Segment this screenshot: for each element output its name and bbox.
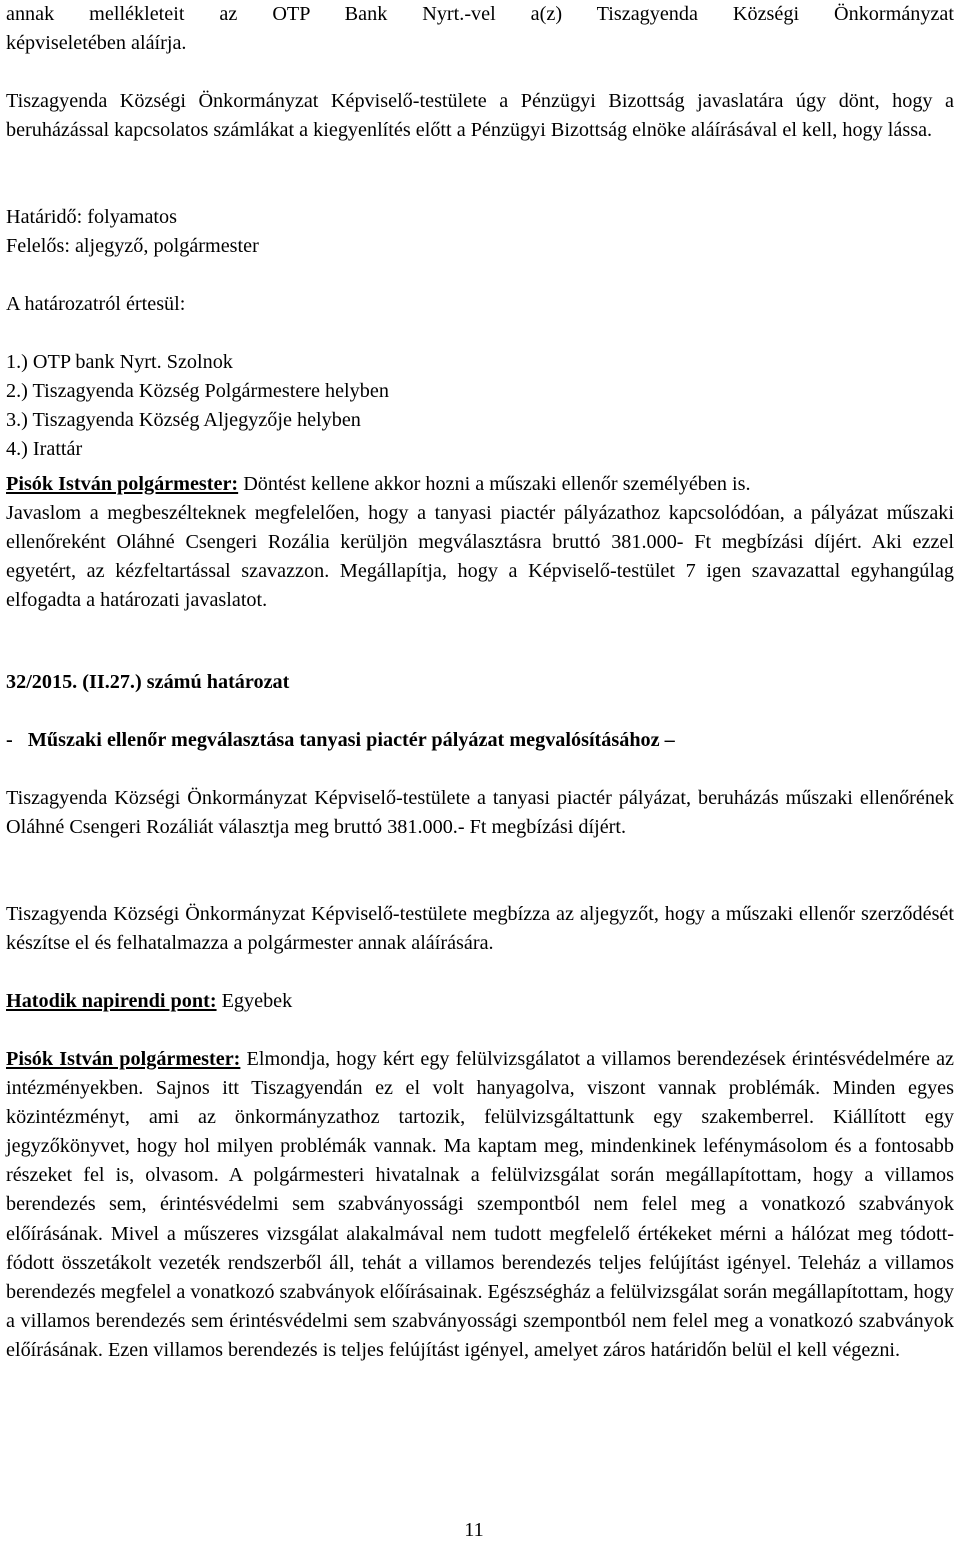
speech-paragraph: Javaslom a megbeszélteknek megfelelően, hogy a tanyasi piactér pályázathoz kapcsolódóan, a pályázat műszaki ellenőreként Oláhné Csengeri Rozália kerüljön megválasztásra bruttó 381.000- Ft megbízási díjért. Aki ezzel egyetért, az kézfeltartással szavazzon. Megállapítja, hogy a Képviselő-testület 7 igen szavazattal egyhangúlag elfogadta a határozati javaslatot. bbox=[6, 502, 954, 612]
speech-block-2 bbox=[6, 1045, 954, 1365]
deadline-line: Határidő: folyamatos bbox=[6, 206, 177, 228]
speech-text: Döntést kellene akkor hozni a műszaki ellenőr személyében is. bbox=[238, 473, 751, 495]
list-item: 3.) Tiszagyenda Község Aljegyzője helyben bbox=[6, 409, 361, 432]
notify-heading: A határozatról értesül: bbox=[6, 293, 186, 315]
list-item: 4.) Irattár bbox=[6, 438, 83, 461]
list-item: 2.) Tiszagyenda Község Polgármestere helyben bbox=[6, 380, 389, 403]
speech-first-line bbox=[6, 470, 954, 499]
resolution-number: 32/2015. (II.27.) számú határozat bbox=[6, 671, 290, 693]
list-item: 1.) OTP bank Nyrt. Szolnok bbox=[6, 351, 233, 373]
agenda-label: Hatodik napirendi pont: bbox=[6, 990, 217, 1012]
speaker-name: Pisók István polgármester: bbox=[6, 1048, 241, 1070]
resolution-title: - Műszaki ellenőr megválasztása tanyasi piactér pályázat megvalósításához – bbox=[6, 729, 675, 751]
page-number: 11 bbox=[464, 1519, 484, 1541]
resolution-paragraph: Tiszagyenda Községi Önkormányzat Képviselő-testülete megbízza az aljegyzőt, hogy a műszaki ellenőr szerződését készítse el és felhatalmazza a polgármester annak aláírására. bbox=[6, 903, 954, 955]
resolution-paragraph: Tiszagyenda Községi Önkormányzat Képviselő-testülete a tanyasi piactér pályázat, beruházás műszaki ellenőrének Oláhné Csengeri Rozáliát választja meg bruttó 381.000.- Ft megbízási díjért. bbox=[6, 787, 954, 839]
speaker-name: Pisók István polgármester: bbox=[6, 473, 239, 495]
paragraph-continuation bbox=[6, 0, 954, 58]
paragraph-line: annak mellékleteit az OTP Bank Nyrt.-vel a(z) Tiszagyenda Községi Önkormányzat bbox=[6, 3, 954, 25]
speech-block-1 bbox=[6, 470, 954, 615]
deadline-block bbox=[6, 203, 954, 261]
recipient-list bbox=[6, 348, 954, 464]
agenda-heading bbox=[6, 987, 954, 1016]
agenda-topic: Egyebek bbox=[216, 990, 293, 1012]
resolution-text-paragraph: Tiszagyenda Községi Önkormányzat Képviselő-testülete a Pénzügyi Bizottság javaslatára úgy dönt, hogy a beruházással kapcsolatos számlákat a kiegyenlítés előtt a Pénzügyi Bizottság elnöke aláírásával el kell, hogy lássa. bbox=[6, 90, 954, 142]
paragraph-line: képviseletében aláírja. bbox=[6, 32, 187, 55]
responsible-line: Felelős: aljegyző, polgármester bbox=[6, 235, 259, 258]
speech-text: Elmondja, hogy kért egy felülvizsgálatot a villamos berendezések érintésvédelmére az intézményekben. Sajnos itt Tiszagyendán ez el volt hanyagolva, viszont vannak problémák. Minden egyes közintézményt, ami az önkormányzathoz tartozik, felülvizsgáltattunk egy szakemberrel. Kiállított egy jegyzőkönyvet, hogy hol milyen problémák vannak. Ma kaptam meg, mindenkinek lefénymásolom és a fontosabb részeket fel is, olvasom. A polgármesteri hivatalnak a felülvizsgálat során megállapítottam, hogy a villamos berendezés sem, érintésvédelmi sem szabványossági szempontból nem felel meg a vonatkozó szabványok előírásának. Mivel a műszeres vizsgálat alakalmával nem tudott megfelelő értékeket mérni a hálózat meg tódott-fódott összetákolt vezeték rendszerből áll, tehát a villamos berendezés teljes felújítást igényel. Teleház a villamos berendezés megfelel a vonatkozó szabványok előírásainak. Egészségház a felülvizsgálat során megállapítottam, hogy a villamos berendezés sem érintésvédelmi sem szabványossági szempontból nem felel meg a vonatkozó szabványok előírásának. Ezen villamos berendezés is teljes felújítást igényel, amelyet záros határidőn belül el kell végezni. bbox=[6, 1048, 954, 1361]
